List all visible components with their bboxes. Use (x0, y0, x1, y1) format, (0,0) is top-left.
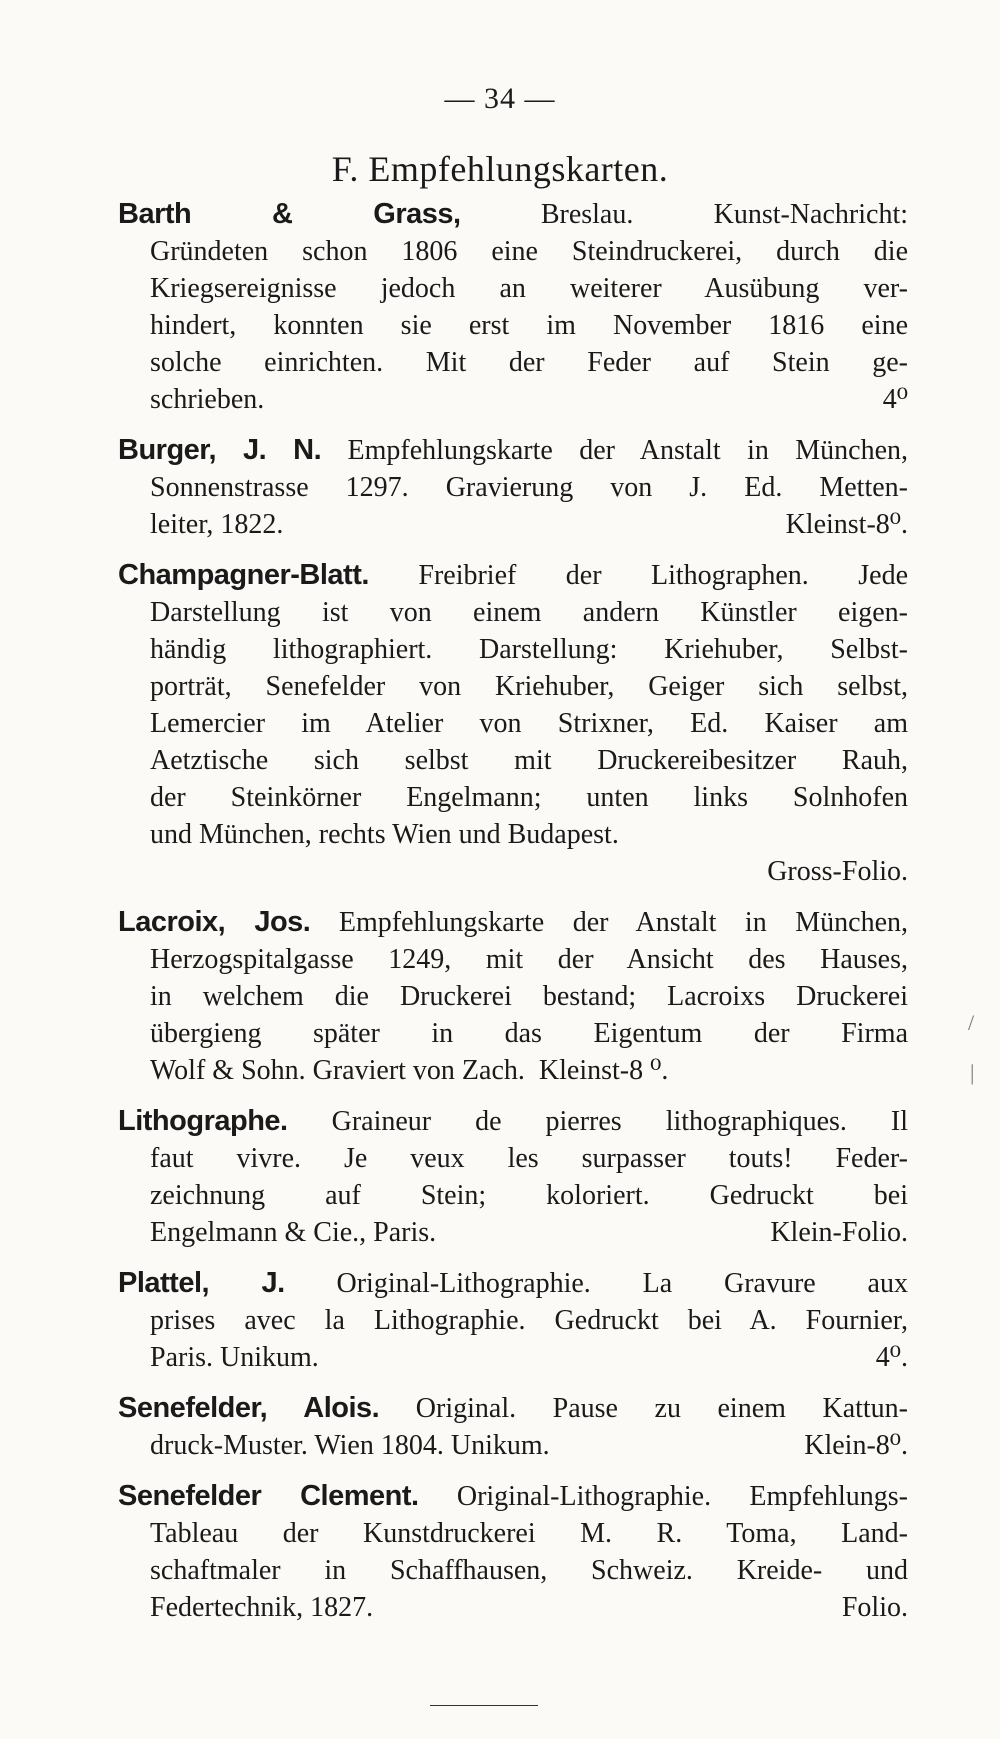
entry-line: Senefelder Clement. Original-Lithographie. Empfehlungs- (118, 1480, 908, 1512)
entry-line: Federtechnik, 1827. Folio. (118, 1589, 908, 1626)
entry-line: der Steinkörner Engelmann; unten links Solnhofen (150, 782, 908, 813)
entry-line: prises avec la Lithographie. Gedruckt bei A. Fournier, (150, 1305, 908, 1336)
entry-line: zeichnung auf Stein; koloriert. Gedruckt bei (150, 1180, 908, 1211)
entry-line: Senefelder, Alois. Original. Pause zu einem Kattun- (118, 1392, 909, 1424)
entry-format: Klein-Folio. (770, 1217, 908, 1248)
entry-line: druck-Muster. Wien 1804. Unikum. Klein-8⁰. (118, 1427, 908, 1464)
entry-line: übergieng später in das Eigentum der Firma (150, 1018, 908, 1049)
entry-heading: Lacroix, Jos. (118, 906, 311, 938)
entry-line: faut vivre. Je veux les surpasser touts! Feder- (150, 1143, 908, 1174)
entry-line: händig lithographiert. Darstellung: Kriehuber, Selbst- (150, 634, 908, 665)
entry-line: leiter, 1822. Kleinst-8⁰. (118, 506, 908, 543)
entry-line: Lemercier im Atelier von Strixner, Ed. Kaiser am (150, 708, 908, 739)
entry-line: Herzogspitalgasse 1249, mit der Ansicht des Hauses, (150, 944, 908, 975)
entry-line: hindert, konnten sie erst im November 1816 eine (150, 310, 908, 341)
entry-line: Lacroix, Jos. Empfehlungskarte der Anstalt in München, (118, 906, 909, 938)
entry-line: Barth & Grass, Breslau. Kunst-Nachricht: (118, 198, 908, 230)
margin-mark: | (970, 1060, 975, 1085)
section-title: F. Empfehlungskarten. (331, 149, 669, 189)
entry-format: 4⁰. (875, 1342, 908, 1373)
entry-format: Gross-Folio. (767, 856, 908, 887)
entry-line: Lithographe. Graineur de pierres lithographiques. Il (118, 1105, 908, 1137)
entry-format: Folio. (841, 1592, 908, 1623)
entry-line: Paris. Unikum. 4⁰. (118, 1339, 908, 1376)
entry-line: Gründeten schon 1806 eine Steindruckerei, durch die (150, 236, 908, 267)
entry-line: Burger, J. N. Empfehlungskarte der Anstalt in München, (118, 434, 909, 466)
entry-format: Kleinst-8⁰. (785, 509, 908, 540)
entry-line: schaftmaler in Schaffhausen, Schweiz. Kreide- und (150, 1555, 908, 1586)
entry-format: Klein-8⁰. (804, 1430, 908, 1461)
entry-line: Darstellung ist von einem andern Künstler eigen- (150, 597, 908, 628)
entry-list (118, 196, 908, 1640)
entry-heading: Senefelder, Alois. (118, 1392, 380, 1424)
entry-format: 4⁰ (882, 384, 908, 415)
entry-heading: Barth & Grass, (118, 198, 461, 230)
entry-line: solche einrichten. Mit der Feder auf Stein ge- (150, 347, 908, 378)
entry-line: Plattel, J. Original-Lithographie. La Gravure aux (118, 1267, 908, 1299)
page-number: — 34 — (444, 82, 556, 115)
entry (118, 1103, 908, 1251)
entry-line: in welchem die Druckerei bestand; Lacroixs Druckerei (150, 981, 908, 1012)
entry-line: Champagner-Blatt. Freibrief der Lithographen. Jede (118, 559, 909, 591)
entry-line: Wolf & Sohn. Graviert von Zach. Kleinst-8 ⁰. (150, 1055, 669, 1086)
entry (118, 1478, 908, 1626)
entry-line: porträt, Senefelder von Kriehuber, Geiger sich selbst, (150, 671, 908, 702)
entry-line: Kriegsereignisse jedoch an weiterer Ausübung ver- (150, 273, 908, 304)
entry (118, 196, 908, 418)
entry (118, 1390, 908, 1464)
entry-line: Sonnenstrasse 1297. Gravierung von J. Ed. Metten- (150, 472, 908, 503)
entry-heading: Lithographe. (118, 1105, 288, 1137)
entry-line: Engelmann & Cie., Paris. Klein-Folio. (118, 1214, 908, 1251)
entry-line: Aetztische sich selbst mit Druckereibesitzer Rauh, (150, 745, 908, 776)
entry-heading: Champagner-Blatt. (118, 559, 369, 591)
margin-mark: / (968, 1010, 975, 1035)
entry (118, 432, 908, 543)
entry-heading: Plattel, J. (118, 1267, 285, 1299)
entry-line: und München, rechts Wien und Budapest. (150, 819, 619, 850)
entry-line: schrieben. 4⁰ (118, 381, 908, 418)
entry-heading: Senefelder Clement. (118, 1480, 419, 1512)
entry-format: Kleinst-8 ⁰. (538, 1055, 669, 1086)
entry (118, 557, 908, 890)
entry (118, 1265, 908, 1376)
entry (118, 904, 908, 1089)
entry-heading: Burger, J. N. (118, 434, 322, 466)
closing-rule (430, 1705, 538, 1706)
entry-line: Tableau der Kunstdruckerei M. R. Toma, Land- (150, 1518, 908, 1549)
